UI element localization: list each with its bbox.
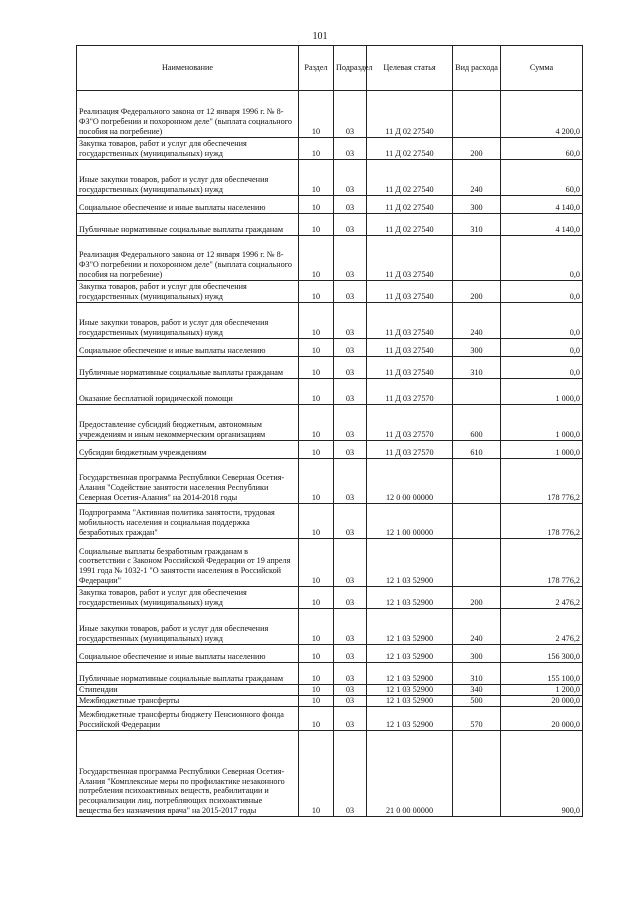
cell-summa: 0,0 (501, 236, 583, 281)
cell-statya: 11 Д 02 27540 (367, 214, 453, 236)
cell-podrazdel: 03 (334, 91, 367, 138)
cell-razdel: 10 (299, 645, 334, 663)
cell-vid (453, 504, 501, 539)
cell-statya: 11 Д 02 27540 (367, 138, 453, 160)
cell-razdel: 10 (299, 441, 334, 459)
cell-summa: 178 776,2 (501, 504, 583, 539)
cell-razdel: 10 (299, 281, 334, 303)
table-row (77, 303, 583, 339)
header-summa: Сумма (501, 46, 583, 91)
table-row (77, 379, 583, 405)
cell-statya: 21 0 00 00000 (367, 731, 453, 817)
cell-podrazdel: 03 (334, 379, 367, 405)
cell-summa: 0,0 (501, 281, 583, 303)
table-row (77, 731, 583, 817)
cell-name: Подпрограмма "Активная политика занятости, трудовая мобильность населения и социальная поддержка безработных граждан" (77, 504, 299, 539)
header-name: Наименование (77, 46, 299, 91)
table-row (77, 645, 583, 663)
cell-name: Иные закупки товаров, работ и услуг для обеспечения государственных (муниципальных) нужд (77, 609, 299, 645)
cell-podrazdel: 03 (334, 441, 367, 459)
cell-razdel: 10 (299, 405, 334, 441)
cell-summa: 60,0 (501, 160, 583, 196)
cell-summa: 60,0 (501, 138, 583, 160)
cell-name: Реализация Федерального закона от 12 января 1996 г. № 8-ФЗ"О погребении и похоронном деле" (выплата социального пособия на погребение) (77, 91, 299, 138)
cell-razdel: 10 (299, 696, 334, 707)
table-row (77, 504, 583, 539)
cell-vid: 610 (453, 441, 501, 459)
cell-podrazdel: 03 (334, 405, 367, 441)
header-statya: Целевая статья (367, 46, 453, 91)
cell-summa: 0,0 (501, 339, 583, 357)
table-row (77, 696, 583, 707)
cell-statya: 12 1 03 52900 (367, 539, 453, 587)
cell-podrazdel: 03 (334, 707, 367, 731)
table-body (77, 91, 583, 817)
cell-summa: 2 476,2 (501, 609, 583, 645)
cell-razdel: 10 (299, 236, 334, 281)
cell-summa: 0,0 (501, 303, 583, 339)
cell-summa: 20 000,0 (501, 696, 583, 707)
cell-statya: 11 Д 03 27570 (367, 405, 453, 441)
cell-name: Закупка товаров, работ и услуг для обеспечения государственных (муниципальных) нужд (77, 138, 299, 160)
cell-summa: 178 776,2 (501, 539, 583, 587)
cell-razdel: 10 (299, 357, 334, 379)
cell-summa: 155 100,0 (501, 663, 583, 685)
cell-razdel: 10 (299, 539, 334, 587)
cell-podrazdel: 03 (334, 357, 367, 379)
cell-razdel: 10 (299, 91, 334, 138)
cell-summa: 156 300,0 (501, 645, 583, 663)
cell-vid: 310 (453, 357, 501, 379)
table-row (77, 587, 583, 609)
cell-razdel: 10 (299, 707, 334, 731)
table-row (77, 707, 583, 731)
table-row (77, 663, 583, 685)
cell-name: Предоставление субсидий бюджетным, автономным учреждениям и иным некоммерческим организациям (77, 405, 299, 441)
cell-statya: 12 1 03 52900 (367, 707, 453, 731)
cell-razdel: 10 (299, 609, 334, 645)
cell-podrazdel: 03 (334, 214, 367, 236)
cell-statya: 12 0 00 00000 (367, 459, 453, 504)
cell-name: Публичные нормативные социальные выплаты гражданам (77, 357, 299, 379)
cell-vid: 240 (453, 303, 501, 339)
cell-vid: 600 (453, 405, 501, 441)
cell-vid: 300 (453, 196, 501, 214)
cell-name: Публичные нормативные социальные выплаты гражданам (77, 663, 299, 685)
cell-statya: 12 1 03 52900 (367, 645, 453, 663)
cell-statya: 11 Д 03 27540 (367, 281, 453, 303)
cell-name: Социальное обеспечение и иные выплаты населению (77, 196, 299, 214)
cell-podrazdel: 03 (334, 685, 367, 696)
cell-summa: 2 476,2 (501, 587, 583, 609)
header-vid: Вид расхода (453, 46, 501, 91)
cell-statya: 11 Д 03 27570 (367, 379, 453, 405)
table-row (77, 539, 583, 587)
cell-podrazdel: 03 (334, 609, 367, 645)
cell-vid (453, 379, 501, 405)
cell-podrazdel: 03 (334, 303, 367, 339)
table-row (77, 459, 583, 504)
cell-podrazdel: 03 (334, 160, 367, 196)
cell-vid: 340 (453, 685, 501, 696)
cell-vid: 500 (453, 696, 501, 707)
cell-statya: 12 1 03 52900 (367, 587, 453, 609)
cell-podrazdel: 03 (334, 587, 367, 609)
cell-podrazdel: 03 (334, 281, 367, 303)
cell-podrazdel: 03 (334, 138, 367, 160)
cell-vid: 200 (453, 587, 501, 609)
cell-vid (453, 731, 501, 817)
cell-name: Иные закупки товаров, работ и услуг для обеспечения государственных (муниципальных) нужд (77, 160, 299, 196)
cell-name: Закупка товаров, работ и услуг для обеспечения государственных (муниципальных) нужд (77, 281, 299, 303)
cell-razdel: 10 (299, 214, 334, 236)
cell-vid: 310 (453, 663, 501, 685)
cell-name: Реализация Федерального закона от 12 января 1996 г. № 8-ФЗ"О погребении и похоронном деле" (выплата социального пособия на погребение) (77, 236, 299, 281)
cell-vid (453, 236, 501, 281)
cell-statya: 11 Д 03 27570 (367, 441, 453, 459)
cell-name: Межбюджетные трансферты (77, 696, 299, 707)
cell-statya: 11 Д 02 27540 (367, 91, 453, 138)
cell-summa: 900,0 (501, 731, 583, 817)
cell-summa: 178 776,2 (501, 459, 583, 504)
page-number: 101 (312, 31, 328, 42)
cell-statya: 11 Д 03 27540 (367, 236, 453, 281)
cell-podrazdel: 03 (334, 504, 367, 539)
cell-vid: 200 (453, 281, 501, 303)
cell-summa: 4 200,0 (501, 91, 583, 138)
table-row (77, 160, 583, 196)
cell-summa: 1 200,0 (501, 685, 583, 696)
cell-vid: 300 (453, 645, 501, 663)
cell-statya: 11 Д 02 27540 (367, 160, 453, 196)
cell-podrazdel: 03 (334, 663, 367, 685)
cell-statya: 12 1 00 00000 (367, 504, 453, 539)
cell-vid: 300 (453, 339, 501, 357)
cell-name: Закупка товаров, работ и услуг для обеспечения государственных (муниципальных) нужд (77, 587, 299, 609)
cell-vid (453, 91, 501, 138)
cell-summa: 4 140,0 (501, 196, 583, 214)
budget-table (76, 45, 583, 817)
table-header-row (77, 46, 583, 91)
cell-razdel: 10 (299, 731, 334, 817)
table-row (77, 339, 583, 357)
cell-vid: 570 (453, 707, 501, 731)
cell-podrazdel: 03 (334, 236, 367, 281)
table-row (77, 196, 583, 214)
cell-summa: 1 000,0 (501, 441, 583, 459)
cell-vid: 200 (453, 138, 501, 160)
table-row (77, 138, 583, 160)
cell-name: Стипендии (77, 685, 299, 696)
cell-razdel: 10 (299, 160, 334, 196)
header-podrazdel: Подраздел (334, 46, 367, 91)
table-row (77, 609, 583, 645)
cell-podrazdel: 03 (334, 196, 367, 214)
cell-razdel: 10 (299, 339, 334, 357)
cell-name: Социальные выплаты безработным гражданам в соответствии с Законом Российской Федерации от 19 апреля 1991 года № 1032-1 "О занятости населения в Российской Федерации" (77, 539, 299, 587)
table-row (77, 441, 583, 459)
cell-vid: 240 (453, 609, 501, 645)
cell-name: Государственная программа Республики Северная Осетия-Алания "Содействие занятости населения Республики Северная Осетия-Алания" на 2014-2018 годы (77, 459, 299, 504)
cell-razdel: 10 (299, 138, 334, 160)
cell-podrazdel: 03 (334, 645, 367, 663)
cell-name: Субсидии бюджетным учреждениям (77, 441, 299, 459)
cell-name: Социальное обеспечение и иные выплаты населению (77, 339, 299, 357)
table-row (77, 281, 583, 303)
cell-podrazdel: 03 (334, 459, 367, 504)
cell-name: Иные закупки товаров, работ и услуг для обеспечения государственных (муниципальных) нужд (77, 303, 299, 339)
cell-razdel: 10 (299, 379, 334, 405)
cell-statya: 12 1 03 52900 (367, 685, 453, 696)
cell-statya: 11 Д 03 27540 (367, 357, 453, 379)
cell-razdel: 10 (299, 459, 334, 504)
cell-name: Социальное обеспечение и иные выплаты населению (77, 645, 299, 663)
cell-name: Межбюджетные трансферты бюджету Пенсионного фонда Российской Федерации (77, 707, 299, 731)
cell-razdel: 10 (299, 504, 334, 539)
cell-vid: 240 (453, 160, 501, 196)
cell-vid (453, 459, 501, 504)
cell-summa: 1 000,0 (501, 405, 583, 441)
cell-razdel: 10 (299, 587, 334, 609)
cell-name: Государственная программа Республики Северная Осетия-Алания "Комплексные меры по профилактике незаконного потребления психоактивных веществ, реабилитации и ресоциализации лиц, потребляющих психоактивные вещества без назначения врача" на 2015-2017 годы (77, 731, 299, 817)
cell-razdel: 10 (299, 685, 334, 696)
table-row (77, 405, 583, 441)
cell-podrazdel: 03 (334, 696, 367, 707)
cell-statya: 11 Д 02 27540 (367, 196, 453, 214)
cell-podrazdel: 03 (334, 539, 367, 587)
cell-name: Публичные нормативные социальные выплаты гражданам (77, 214, 299, 236)
table-row (77, 357, 583, 379)
table-row (77, 91, 583, 138)
cell-podrazdel: 03 (334, 731, 367, 817)
cell-statya: 11 Д 03 27540 (367, 339, 453, 357)
cell-statya: 11 Д 03 27540 (367, 303, 453, 339)
cell-razdel: 10 (299, 196, 334, 214)
table-row (77, 685, 583, 696)
cell-summa: 4 140,0 (501, 214, 583, 236)
cell-statya: 12 1 03 52900 (367, 696, 453, 707)
table-row (77, 214, 583, 236)
cell-summa: 20 000,0 (501, 707, 583, 731)
cell-vid: 310 (453, 214, 501, 236)
table-row (77, 236, 583, 281)
cell-summa: 1 000,0 (501, 379, 583, 405)
cell-razdel: 10 (299, 303, 334, 339)
header-razdel: Раздел (299, 46, 334, 91)
cell-podrazdel: 03 (334, 339, 367, 357)
cell-summa: 0,0 (501, 357, 583, 379)
cell-statya: 12 1 03 52900 (367, 663, 453, 685)
cell-razdel: 10 (299, 663, 334, 685)
cell-name: Оказание бесплатной юридической помощи (77, 379, 299, 405)
cell-vid (453, 539, 501, 587)
cell-statya: 12 1 03 52900 (367, 609, 453, 645)
